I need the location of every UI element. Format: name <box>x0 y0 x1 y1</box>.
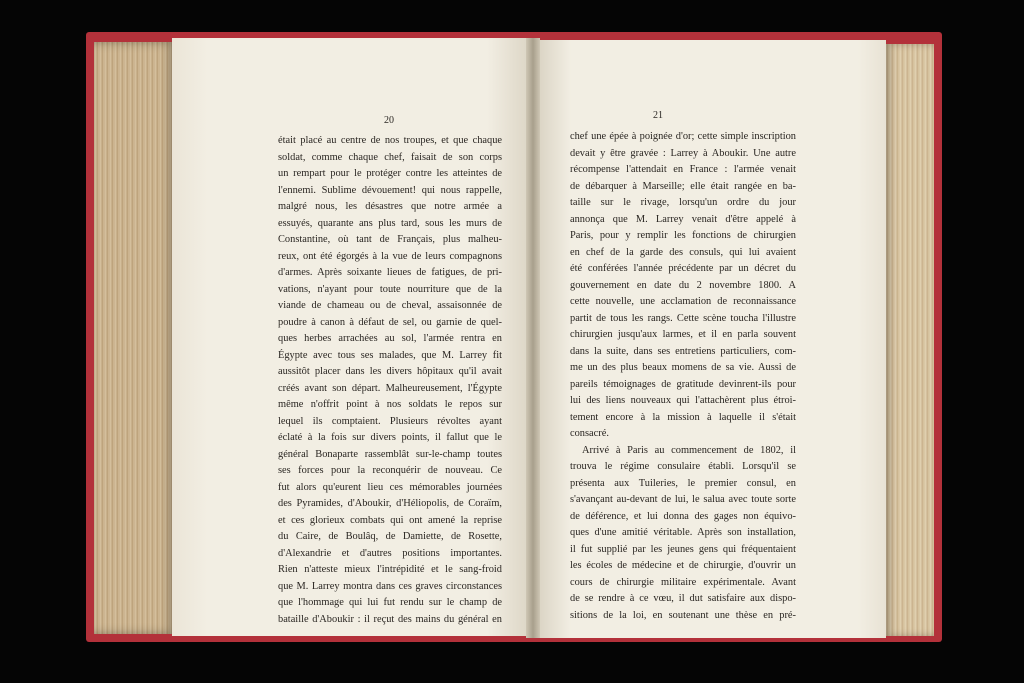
text-line: Égypte avec tous ses malades, que M. Larrey fit <box>278 349 502 361</box>
text-line: poudre à canon à défaut de sel, ou garnie de quel- <box>278 316 502 328</box>
text-line: pareils témoignages de gratitude devinrent-ils pour <box>570 378 796 390</box>
text-line: que M. Larrey montra dans ces graves circonstances <box>278 580 502 592</box>
text-line: devait y être gravée : Larrey à Aboukir. Une autre <box>570 147 796 159</box>
text-line: reux, ont été égorgés à la vue de leurs compagnons <box>278 250 502 262</box>
text-line: d'Alexandrie et d'autres positions importantes. <box>278 547 502 559</box>
right-page-text <box>570 129 796 624</box>
text-line: s'avançant au-devant de lui, le salua avec toute sorte <box>570 494 796 505</box>
text-line: annonça que M. Larrey venait d'être appelé à <box>570 213 796 225</box>
text-line: me un des plus beaux momens de sa vie. Aussi de <box>570 362 796 373</box>
text-line: essuyés, quarante ans plus tard, sous les murs de <box>278 217 502 229</box>
text-line: et ces glorieux combats qui ont amené la reprise <box>278 514 502 526</box>
text-line: dans la suite, dans ses entretiens particuliers, com- <box>570 345 796 357</box>
text-line: ses forces pour la reconquérir de nouveau. Ce <box>278 465 502 476</box>
text-line: il fut supplié par les jeunes gens qui fréquentaient <box>570 543 796 555</box>
text-line: taille sur le rivage, lorsqu'un ordre du jour <box>570 197 796 208</box>
text-line: fut alors qu'eurent lieu ces mémorables journées <box>278 481 502 493</box>
text-line: malgré nous, les désastres que notre armée a <box>278 201 502 212</box>
text-line: en chef de la garde des consuls, qui lui avaient <box>570 246 796 258</box>
text-line: cette nouvelle, une acclamation de reconnaissance <box>570 296 796 307</box>
page-edges-left <box>94 42 176 634</box>
text-line: éclaté à la fois sur divers points, il fallut que le <box>278 432 502 443</box>
text-line: gouvernement en date du 2 novembre 1800. A <box>570 279 796 291</box>
text-line: un rempart pour le protéger contre les atteintes de <box>278 168 502 179</box>
text-line: les écoles de médecine et de chirurgie, d'ouvrir un <box>570 560 796 571</box>
text-line: aussitôt placer dans les divers hôpitaux qu'il avait <box>278 366 502 377</box>
text-line: Paris, pour y remplir les fonctions de chirurgien <box>570 230 796 241</box>
text-line: été conférées l'année précédente par un décret du <box>570 263 796 274</box>
text-line: Constantine, où tant de Français, plus malheu- <box>278 234 502 245</box>
text-line: même n'offrit point à nos soldats le repos sur <box>278 399 502 410</box>
text-line: Arrivé à Paris au commencement de 1802, il <box>582 444 796 456</box>
text-line: trouva le régime consulaire établi. Lorsqu'il se <box>570 461 796 472</box>
page-edges-right <box>884 44 934 636</box>
text-line: partit de tous les rangs. Cette scène toucha l'illustre <box>570 312 796 324</box>
text-line: de se rendre à ce vœu, il dut satisfaire aux dispo- <box>570 593 796 604</box>
left-page-number: 20 <box>384 115 394 126</box>
text-line: était placé au centre de nos troupes, et que chaque <box>278 135 502 146</box>
right-page-number: 21 <box>653 110 663 121</box>
text-line: Rien n'atteste mieux l'intrépidité et le sang-froid <box>278 564 502 575</box>
text-line: consacré. <box>570 428 609 439</box>
text-line: d'armes. Après soixante lieues de fatigues, de pri- <box>278 267 502 278</box>
text-line: ques herbes arrachées au sol, l'armée rentra en <box>278 333 502 344</box>
text-line: général Bonaparte rassemblât sur-le-champ toutes <box>278 448 502 460</box>
text-line: chirurgien jusqu'aux larmes, et il en parla souvent <box>570 329 796 340</box>
text-line: récompense l'attendait en France : l'armée venait <box>570 164 796 175</box>
text-line: ques d'une amitié véritable. Après son installation, <box>570 527 796 538</box>
text-line: lui des liens nouveaux qui l'attachèrent plus étroi- <box>570 395 796 406</box>
text-line: présenta aux Tuileries, le premier consul, en <box>570 477 796 489</box>
text-line: viande de chameau ou de cheval, assaisonnée de <box>278 300 502 311</box>
text-line: lequel ils comptaient. Plusieurs révoltes ayant <box>278 415 502 427</box>
text-line: créés avant son départ. Malheureusement, l'Égypte <box>278 382 502 394</box>
text-line: tement encore à la mission à laquelle il s'était <box>570 411 796 423</box>
text-line: que l'hommage qui lui fut rendu sur le champ de <box>278 597 502 608</box>
book-gutter <box>526 38 540 638</box>
text-line: du Caire, de Boulâq, de Damiette, de Rosette, <box>278 531 502 542</box>
text-line: soldat, comme chaque chef, faisait de son corps <box>278 151 502 163</box>
text-line: sitions de la loi, en soutenant une thèse en pré- <box>570 609 796 621</box>
text-line: bataille d'Aboukir : il reçut des mains du général en <box>278 613 502 625</box>
text-line: cours de chirurgie militaire expérimentale. Avant <box>570 576 796 588</box>
text-line: de débarquer à Marseille; elle était rangée en ba- <box>570 180 796 192</box>
text-line: chef une épée à poignée d'or; cette simple inscription <box>570 131 796 142</box>
left-page-text <box>278 133 502 628</box>
text-line: de déférence, et lui donna des gages non équivo- <box>570 510 796 522</box>
text-line: des Pyramides, d'Aboukir, d'Héliopolis, de Coraïm, <box>278 498 502 509</box>
text-line: l'ennemi. Sublime dévouement! qui nous rappelle, <box>278 184 502 196</box>
text-line: vations, n'ayant pour toute nourriture que de la <box>278 283 502 295</box>
